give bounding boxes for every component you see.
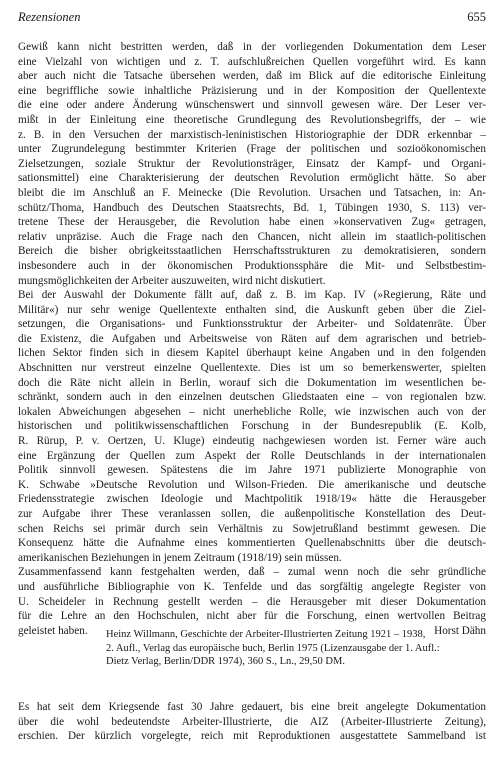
text-line: Zusammenfassend kann festgehalten werden, daß – zumal wenn noch die sehr gründliche <box>18 566 486 579</box>
text-line: lokalen Abweichungen abgesehen – nicht unerhebliche Rolle, wie inzwischen auch von der <box>18 405 486 418</box>
text-line: relativ unpräzise. Auch die Frage nach den Chancen, nicht allein im staatlich-politischen <box>18 230 486 243</box>
text-line: doch die Räte nicht allein in Berlin, worauf sich die Dokumentation im wesentlichen be- <box>18 376 486 389</box>
text-line: U. Scheideler in Rechnung gestellt werden – die Herausgeber mit dieser Dokumentation <box>18 595 486 608</box>
text-line: setzungen, die Organisations- und Funktionsstruktur der Arbeiter- und Soldatenräte. Über <box>18 318 486 331</box>
text-line: lichen Sektor finden sich in diesem Kapitel überhaupt keine Angaben und in den folgenden <box>18 347 486 360</box>
text-line: schränkt, sondern auch in den einzelnen deutschen Gliedstaaten eine – von regionalen bzw. <box>18 391 486 404</box>
text-line: eine Ergänzung der Quellen zum Aspekt der Rolle Deutschlands in der internationalen <box>18 449 486 462</box>
reviewer-name: Horst Dähn <box>434 624 486 637</box>
text-line: bleibt die im Anschluß an F. Meinecke (Die Revolution. Ursachen und Tatsachen, in: An- <box>18 186 486 199</box>
text-line: eine Vielzahl von wichtigen und z. T. aufschlußreichen Quellen vorgeführt wird. Es kann <box>18 55 486 68</box>
text-line: für die Lehre an den Hochschulen, nicht aber für die Forschung, einen wertvollen Beitrag <box>18 610 486 623</box>
text-line: z. B. in den Versuchen der marxistisch-leninistischen Historiographie der DDR erkennbar – <box>18 128 486 141</box>
text-line: Bereich die bisher obrigkeitsstaatlichen Herrschaftsstrukturen zu demokratisieren, sondern <box>18 245 486 258</box>
text-line: K. Schwabe »Deutsche Revolution und Wilson-Frieden. Die amerikanische und deutsche <box>18 478 486 491</box>
text-line: unter Zugrundelegung bestimmter Kriterien (Frage der politischen und sozioökonomischen <box>18 143 486 156</box>
text-line: schütz/Thoma, Handbuch des Deutschen Staatsrechts, Bd. 1, Tübingen 1930, S. 113) ver- <box>18 201 486 214</box>
text-line: Zielsetzungen, soziale Struktur der Revolutionsträger, Einsatz der Kampf- und Organi- <box>18 157 486 170</box>
text-line: R. Rürup, P. v. Oertzen, U. Kluge) eindeutig nachgewiesen worden ist. Ferner wäre auch <box>18 435 486 448</box>
text-line: Bei der Auswahl der Dokumente fällt auf, daß z. B. im Kap. IV (»Regierung, Räte und <box>18 289 486 302</box>
page-number: 655 <box>467 10 486 24</box>
text-line: historischen und politikwissenschaftlichen Forschung in der Bundesrepublik (E. Kolb, <box>18 420 486 433</box>
text-line: schen Reichs sei primär durch sein Verhältnis zu Sowjetrußland bestimmt gewesen. Die <box>18 522 486 535</box>
review-body <box>18 40 486 638</box>
text-line: mißt in der Einleitung eine theoretische Grundlegung des Revolutionsbegriffs, der – wie <box>18 113 486 126</box>
reference-line: Dietz Verlag, Berlin/DDR 1974), 360 S., Ln., 29,50 DM. <box>106 656 345 668</box>
reference-line: Heinz Willmann, Geschichte der Arbeiter-Illustrierten Zeitung 1921 – 1938, <box>106 629 426 640</box>
text-line: zur Aufgabe ihrer These veranlassen sollen, die außenpolitische Konstellation des Deut- <box>18 508 486 520</box>
text-line: aber auch nicht die Tatsache übersehen werden, daß im Blick auf die editorische Einleitung <box>18 70 486 83</box>
text-line: amerikanischen Beziehungen in jenem Zeitraum (1918/19) sein müssen. <box>18 551 342 564</box>
text-line: über die wohl bedeutendste Arbeiter-Illustrierte, die AIZ (Arbeiter-Illustrierte Zeitung), <box>18 715 486 728</box>
closing-text: geleistet haben. <box>18 624 88 637</box>
text-line: Es hat seit dem Kriegsende fast 30 Jahre gedauert, bis eine breit angelegte Dokumentation <box>18 701 486 713</box>
text-line: insbesondere auch in der ökonomischen Produktionssphäre die Mit- und Selbstbestim- <box>18 259 486 272</box>
text-line: Friedensstrategie zwischen Ideologie und Machtpolitik 1918/19« hätte die Herausgeber <box>18 493 486 506</box>
text-line: mungsmöglichkeiten der Arbeiter auszuweiten, wird nicht diskutiert. <box>18 274 326 287</box>
review-body-2 <box>18 700 486 744</box>
book-reference <box>106 628 486 669</box>
text-line: erschien. Der kürzlich vorgelegte, reich mit Reproduktionen ausgestattete Sammelband ist <box>18 730 486 743</box>
text-line: tretene These der Herausgeber, die Revolution habe einen »konservativen Zug« getragen, <box>18 216 486 229</box>
running-header <box>18 10 486 30</box>
text-line: die eine oder andere Änderung wünschenswert und sinnvoll gewesen wäre. Der Leser ver- <box>18 99 486 112</box>
text-line: und ausführliche Bibliographie von K. Tenfelde und das sorgfältig angelegte Register von <box>18 580 486 593</box>
section-title: Rezensionen <box>18 10 81 24</box>
text-line: Konsequenz hätte die Aufnahme eines kommentierten Quellenabschnitts über die deutsch- <box>18 537 486 550</box>
text-line: Abschnitten nur verstreut einzelne Quellentexte. Dies ist um so bemerkenswerter, spielten <box>18 362 486 375</box>
text-line: Militär«) nur sehr wenige Quellentexte enthalten sind, die Auskunft geben über die Ziel- <box>18 303 486 316</box>
text-line: die Existenz, die Aufgaben und Arbeitsweise von Räten auf dem agrarischen und betrieb- <box>18 332 486 345</box>
text-line: Gewiß kann nicht bestritten werden, daß in der vorliegenden Dokumentation dem Leser <box>18 41 486 53</box>
text-line: eine begriffliche sowie inhaltliche Präzisierung und in der Komposition der Quellentexte <box>18 84 486 97</box>
reference-line: 2. Aufl., Verlag das europäische buch, Berlin 1975 (Lizenzausgabe der 1. Aufl.: <box>106 642 440 654</box>
text-line: Politik sinnvoll gewesen. Spätestens die im Jahre 1971 publizierte Monographie von <box>18 464 486 477</box>
text-line: sationsmittel) eine Charakterisierung der deutschen Revolution ermöglicht hätte. So aber <box>18 172 486 185</box>
